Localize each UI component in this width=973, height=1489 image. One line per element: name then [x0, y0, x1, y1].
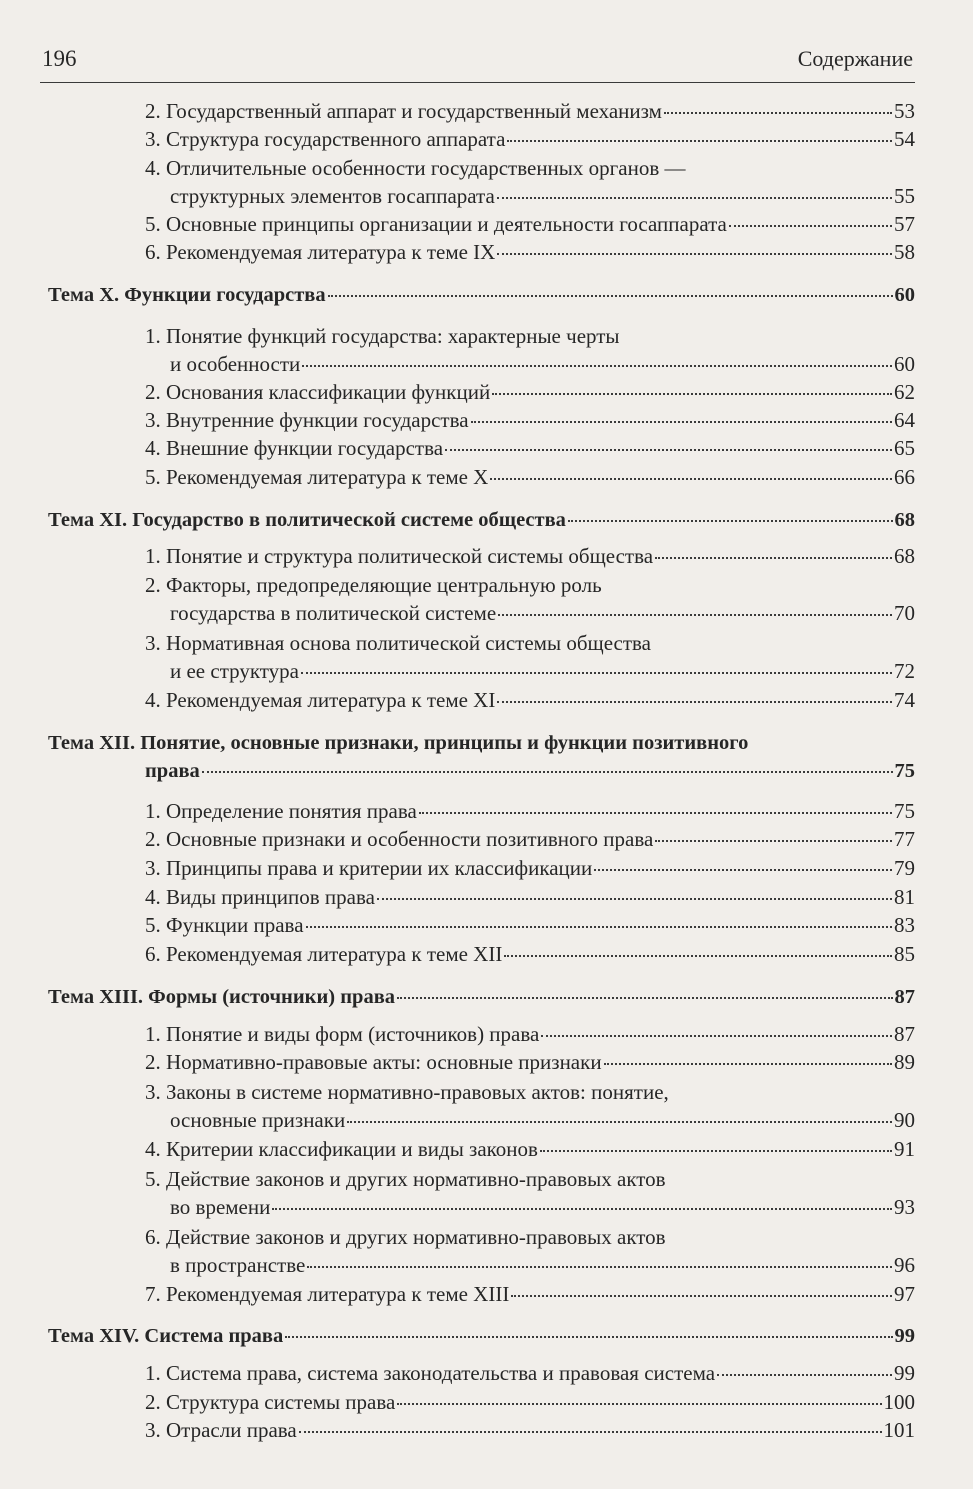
toc-entry-first-line: 6. Действие законов и других нормативно-правовых актов: [145, 1225, 666, 1249]
toc-entry: 2. Основания классификации функций 62: [145, 380, 915, 404]
toc-chapter-heading: Тема XIII. Формы (источники) права 87: [48, 986, 915, 1008]
toc-entry-first-line: 4. Отличительные особенности государственных органов —: [145, 156, 686, 180]
toc-entry-first-line: 3. Нормативная основа политической системы общества: [145, 631, 651, 655]
toc-entry-first-line: 1. Понятие функций государства: характерные черты: [145, 324, 620, 348]
toc-entry: 1. Система права, система законодательства и правовая система 99: [145, 1361, 915, 1385]
toc-entry: 4. Критерии классификации и виды законов 91: [145, 1137, 915, 1161]
toc-chapter-heading-first-line: Тема XII. Понятие, основные признаки, принципы и функции позитивного: [48, 732, 749, 754]
toc-entry: основные признаки 90: [170, 1108, 915, 1132]
toc-entry: и особенности 60: [170, 352, 915, 376]
toc-entry-first-line: 3. Законы в системе нормативно-правовых актов: понятие,: [145, 1080, 669, 1104]
toc-chapter-heading: Тема X. Функции государства 60: [48, 284, 915, 306]
toc-entry: государства в политической системе 70: [170, 601, 915, 625]
toc-entry: 2. Основные признаки и особенности позитивного права 77: [145, 827, 915, 851]
toc-entry: 7. Рекомендуемая литература к теме XIII 97: [145, 1282, 915, 1306]
toc-entry: 3. Структура государственного аппарата 54: [145, 127, 915, 151]
toc-entry: и ее структура 72: [170, 659, 915, 683]
toc-entry: 4. Рекомендуемая литература к теме XI 74: [145, 688, 915, 712]
toc-entry: 5. Основные принципы организации и деятельности госаппарата 57: [145, 212, 915, 236]
toc-entry: в пространстве 96: [170, 1253, 915, 1277]
toc-entry: 5. Рекомендуемая литература к теме X 66: [145, 465, 915, 489]
toc-entry: 3. Принципы права и критерии их классификации 79: [145, 856, 915, 880]
toc-entry: 6. Рекомендуемая литература к теме IX 58: [145, 240, 915, 264]
toc-entry: 2. Структура системы права 100: [145, 1390, 915, 1414]
toc-entry: 4. Внешние функции государства 65: [145, 436, 915, 460]
toc-entry: 1. Понятие и виды форм (источников) права 87: [145, 1022, 915, 1046]
toc-entry: 2. Нормативно-правовые акты: основные признаки 89: [145, 1050, 915, 1074]
toc-entry-first-line: 2. Факторы, предопределяющие центральную роль: [145, 573, 602, 597]
toc-entry: структурных элементов госаппарата 55: [170, 184, 915, 208]
toc-chapter-heading: Тема XI. Государство в политической системе общества 68: [48, 509, 915, 531]
toc-entry: 6. Рекомендуемая литература к теме XII 85: [145, 942, 915, 966]
toc-entry: во времени 93: [170, 1195, 915, 1219]
toc-entry-first-line: 5. Действие законов и других нормативно-правовых актов: [145, 1167, 666, 1191]
page-header: [40, 42, 915, 83]
toc-entry: 3. Внутренние функции государства 64: [145, 408, 915, 432]
toc-chapter-heading: права 75: [145, 760, 915, 782]
toc-entry: 2. Государственный аппарат и государственный механизм 53: [145, 99, 915, 123]
toc-entry: 1. Понятие и структура политической системы общества 68: [145, 544, 915, 568]
running-title: Содержание: [797, 46, 913, 71]
toc-entry: 3. Отрасли права 101: [145, 1418, 915, 1442]
toc-entry: 5. Функции права 83: [145, 913, 915, 937]
toc-entry: 1. Определение понятия права 75: [145, 799, 915, 823]
page-number: 196: [42, 46, 77, 71]
toc-entry: 4. Виды принципов права 81: [145, 885, 915, 909]
toc-chapter-heading: Тема XIV. Система права 99: [48, 1325, 915, 1347]
